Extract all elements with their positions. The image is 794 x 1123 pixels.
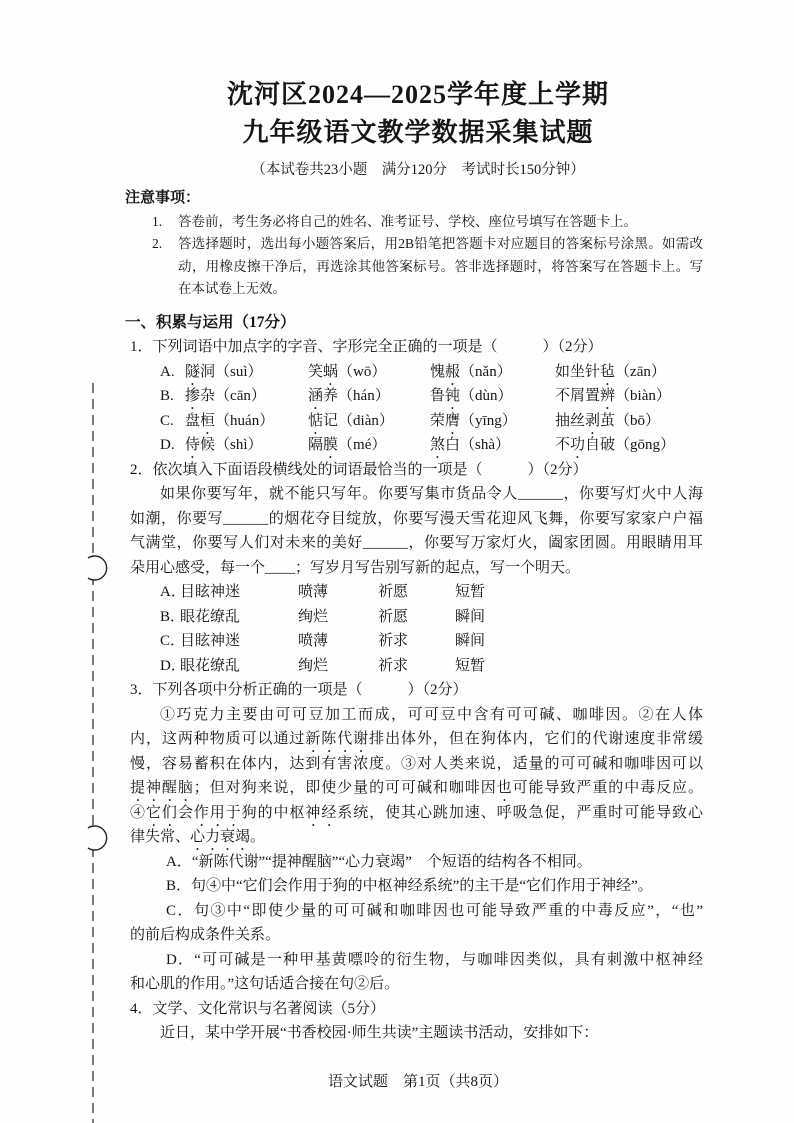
text-segment: 抽丝	[555, 412, 586, 429]
text-segment: 律失常、	[130, 829, 191, 845]
option-label: B.	[160, 388, 174, 404]
choice-word: 目眩神迷	[180, 633, 241, 649]
text-segment: 笑	[308, 363, 324, 380]
choice-word: 眼花缭乱	[180, 657, 241, 674]
question-1	[130, 335, 703, 458]
binding-hole-upper	[88, 556, 107, 580]
pinyin: （shà）	[460, 437, 511, 453]
option-line: C．句③中“即使少量的可可碱和咖啡因也可能导致严重的中毒反应”，“也”	[166, 902, 703, 919]
choice-row	[130, 384, 703, 409]
dotted-text: 侍	[185, 437, 201, 453]
choice-word: 祈愿	[378, 584, 409, 600]
choice-word	[308, 433, 386, 462]
question-intro: 近日，某中学开展“书香校园·师生共读”主题读书活动，安排如下：	[160, 1025, 599, 1041]
note-line: 动，用橡皮擦干净后，再选涂其他答案标号。答非选择题时，将答案写在答题卡上。写	[178, 258, 703, 274]
pinyin: （zān）	[615, 363, 666, 380]
dotted-text: 神经	[305, 804, 338, 821]
question-3-passage	[130, 703, 703, 850]
dotted-text: 作用于	[193, 804, 242, 821]
text-segment: 愧	[430, 363, 446, 380]
option-line: 的前后构成条件关系。	[130, 927, 281, 943]
text-segment: ；但对狗来说，即使少量的可可碱和咖啡因	[193, 780, 497, 796]
choice-row	[130, 580, 703, 605]
pinyin: （wō）	[338, 363, 387, 380]
text-segment: 系统，使其心跳加速、呼吸急促，严重时可能导致心	[337, 804, 703, 821]
choice-word: 绚烂	[298, 608, 329, 625]
text-segment: 记	[323, 412, 339, 429]
dotted-text: 辨	[600, 388, 616, 404]
dotted-text: 涵	[308, 388, 324, 404]
passage-line	[130, 825, 703, 850]
text-segment: 不屑置	[555, 388, 601, 404]
option-label: A．	[160, 584, 186, 600]
dotted-text: 赧	[445, 363, 461, 380]
choice-word: 绚烂	[298, 657, 329, 674]
choice-word: 祈求	[378, 633, 409, 649]
dotted-text: 毡	[600, 363, 616, 380]
passage-line: 气满堂，你要写人们对未来的美好______，你要写万家灯火，阖家团圆。用眼睛用耳	[130, 535, 703, 551]
choice-word	[185, 433, 263, 462]
option-label: B．	[160, 608, 186, 625]
dotted-text: 也	[496, 780, 513, 796]
text-segment: 养	[323, 388, 339, 404]
text-segment: 盘	[185, 412, 201, 429]
question-stem: 1．下列词语中加点字的字音、字形完全正确的一项是（ ）（2分）	[130, 339, 603, 355]
pinyin: （hán）	[338, 388, 390, 404]
dotted-text: 钝	[445, 388, 461, 404]
notes-list	[152, 211, 703, 300]
choice-option	[130, 948, 703, 997]
option-line: A．“新陈代谢”“提神醒脑”“心力衰竭” 个短语的结构各不相同。	[166, 853, 592, 870]
choice-word: 目眩神迷	[180, 584, 241, 600]
text-segment: 候	[200, 437, 216, 453]
choice-row	[130, 409, 703, 434]
pinyin: （nǎn）	[460, 363, 512, 380]
passage-line: 如果你要写年，就不能只写年。你要写集市货品令人______，你要写灯火中人海	[160, 486, 703, 502]
passage-line: 慢，容易蓄积在体内，达到有害浓度。③对人类来说，适量的可可碱和咖啡因可以	[130, 755, 703, 772]
option-label: C.	[160, 412, 174, 429]
pinyin: （biàn）	[615, 388, 671, 404]
question-3-options	[130, 850, 703, 997]
choice-word: 眼花缭乱	[180, 608, 241, 625]
text-segment: 可能导致严重的中毒反应。	[512, 780, 703, 796]
passage-line	[130, 801, 703, 826]
note-line: 在本试卷上无效。	[178, 280, 286, 296]
choice-option	[130, 850, 703, 875]
questions	[130, 335, 703, 1046]
choice-word: 喷薄	[298, 584, 329, 600]
choice-word: 祈求	[378, 657, 409, 674]
choice-word: 瞬间	[455, 633, 486, 649]
text-segment: 白	[445, 437, 461, 453]
dotted-text: 桓	[200, 412, 216, 429]
choice-word: 祈愿	[378, 608, 409, 625]
text-segment: 鲁	[430, 388, 446, 404]
note-number: 1.	[152, 214, 163, 229]
pinyin: （huán）	[215, 412, 275, 429]
dotted-text: 它们	[145, 804, 178, 821]
page-footer: 语文试题 第1页（共8页）	[327, 1074, 508, 1090]
choice-word	[430, 433, 510, 462]
text-segment: 隔	[308, 437, 324, 453]
section-heading: 一、积累与运用（17分）	[125, 314, 296, 331]
choice-word: 喷薄	[298, 633, 329, 649]
option-line: D．“可可碱是一种甲基黄嘌呤的衍生物，与咖啡因类似，具有刺激中枢神经	[166, 951, 703, 968]
choice-row	[130, 629, 703, 654]
dotted-text: 膜	[323, 437, 339, 453]
text-segment: 排出体外，但在狗体内，它们的代谢速度非常缓	[369, 731, 703, 747]
note-number: 2.	[152, 236, 163, 252]
choice-option	[130, 899, 703, 948]
dotted-text: 提神醒脑	[130, 780, 194, 796]
passage-line: 如潮，你要写______的烟花夺目绽放，你要写漫天雪花迎风飞舞，你要写家家户户福	[130, 510, 703, 527]
question-1-options	[130, 360, 703, 458]
choice-word: 短暂	[455, 584, 486, 600]
dotted-text: 隧	[185, 363, 201, 380]
question-stem: 3．下列各项中分析正确的一项是（ ）（2分）	[130, 682, 468, 698]
text-segment: 狗的中枢	[241, 804, 306, 821]
pinyin: （cān）	[215, 388, 266, 404]
dotted-text: 功	[570, 437, 586, 453]
pinyin: （suì）	[215, 363, 263, 380]
pinyin: （diàn）	[338, 412, 394, 429]
question-2	[130, 458, 703, 679]
choice-option	[130, 874, 703, 899]
exam-title-line1: 沈河区2024—2025学年度上学期	[226, 80, 609, 109]
choice-word: 短暂	[455, 657, 486, 674]
binding-hole-lower	[88, 826, 107, 850]
passage-line	[130, 727, 703, 752]
choice-row	[130, 605, 703, 630]
passage-line	[130, 776, 703, 801]
choice-word	[555, 433, 675, 462]
question-3	[130, 678, 703, 997]
pinyin: （dùn）	[460, 388, 513, 404]
text-segment: 自破	[585, 437, 616, 453]
text-segment: 杂	[200, 388, 216, 404]
option-line: 和心肌的作用。”这句话适合接在句②后。	[130, 976, 400, 992]
pinyin: （bō）	[615, 412, 661, 429]
choice-word: 瞬间	[455, 608, 486, 625]
exam-title-line2: 九年级语文教学数据采集试题	[242, 118, 594, 147]
question-2-passage	[130, 482, 703, 580]
text-segment: 。	[250, 829, 266, 845]
note-line: 答选择题时，选出每小题答案后，用2B铅笔把答题卡对应题目的答案标号涂黑。如需改	[178, 236, 703, 252]
question-4	[130, 997, 703, 1046]
dotted-text: 剥	[585, 412, 601, 429]
text-segment: 会	[177, 804, 194, 821]
pinyin: （shì）	[215, 437, 263, 453]
dotted-text: 掺	[185, 388, 201, 404]
option-label: D．	[160, 657, 186, 674]
dotted-text: 新陈代谢	[305, 731, 370, 747]
choice-row	[130, 654, 703, 679]
text-segment: ④	[130, 804, 146, 821]
notes-heading: 注意事项：	[125, 190, 201, 206]
option-label: C．	[160, 633, 186, 649]
text-segment: 不	[555, 437, 571, 453]
dotted-text: 煞	[430, 437, 446, 453]
question-2-options	[130, 580, 703, 678]
question-stem: 2．依次填入下面语段横线处的词语最恰当的一项是（ ）（2分）	[130, 461, 588, 478]
text-segment: 荣	[430, 412, 446, 429]
pinyin: （mé）	[338, 437, 387, 453]
pinyin: （yīng）	[460, 412, 517, 429]
text-segment: 如坐针	[555, 363, 601, 380]
choice-row	[130, 433, 703, 458]
exam-info: （本试卷共23小题 满分120分 考试时长150分钟）	[251, 162, 585, 178]
text-segment: 洞	[200, 363, 216, 380]
passage-line: 朵用心感受，每一个____；写岁月写告别写新的起点，写一个明天。	[130, 559, 581, 576]
note-item	[152, 233, 703, 300]
dotted-text: 蜗	[323, 363, 339, 380]
dotted-text: 惦	[308, 412, 324, 429]
dotted-text: 膺	[445, 412, 461, 429]
note-line: 答卷前，考生务必将自己的姓名、准考证号、学校、座位号填写在答题卡上。	[178, 214, 637, 229]
option-label: D.	[160, 437, 175, 453]
option-line: B．句④中“它们会作用于狗的中枢神经系统”的主干是“它们作用于神经”。	[166, 878, 653, 894]
text-segment: 内，这两种物质可以通过	[130, 731, 306, 747]
note-item	[152, 211, 703, 233]
question-stem: 4．文学、文化常识与名著阅读（5分）	[130, 1000, 386, 1017]
passage-line: ①巧克力主要由可可豆加工而成，可可豆中含有可可碱、咖啡因。②在人体	[160, 706, 703, 723]
pinyin: （gōng）	[615, 437, 676, 453]
choice-row	[130, 360, 703, 385]
dotted-text: 心力衰竭	[190, 829, 251, 845]
text-segment: 茧	[600, 412, 616, 429]
option-label: A.	[160, 363, 175, 380]
